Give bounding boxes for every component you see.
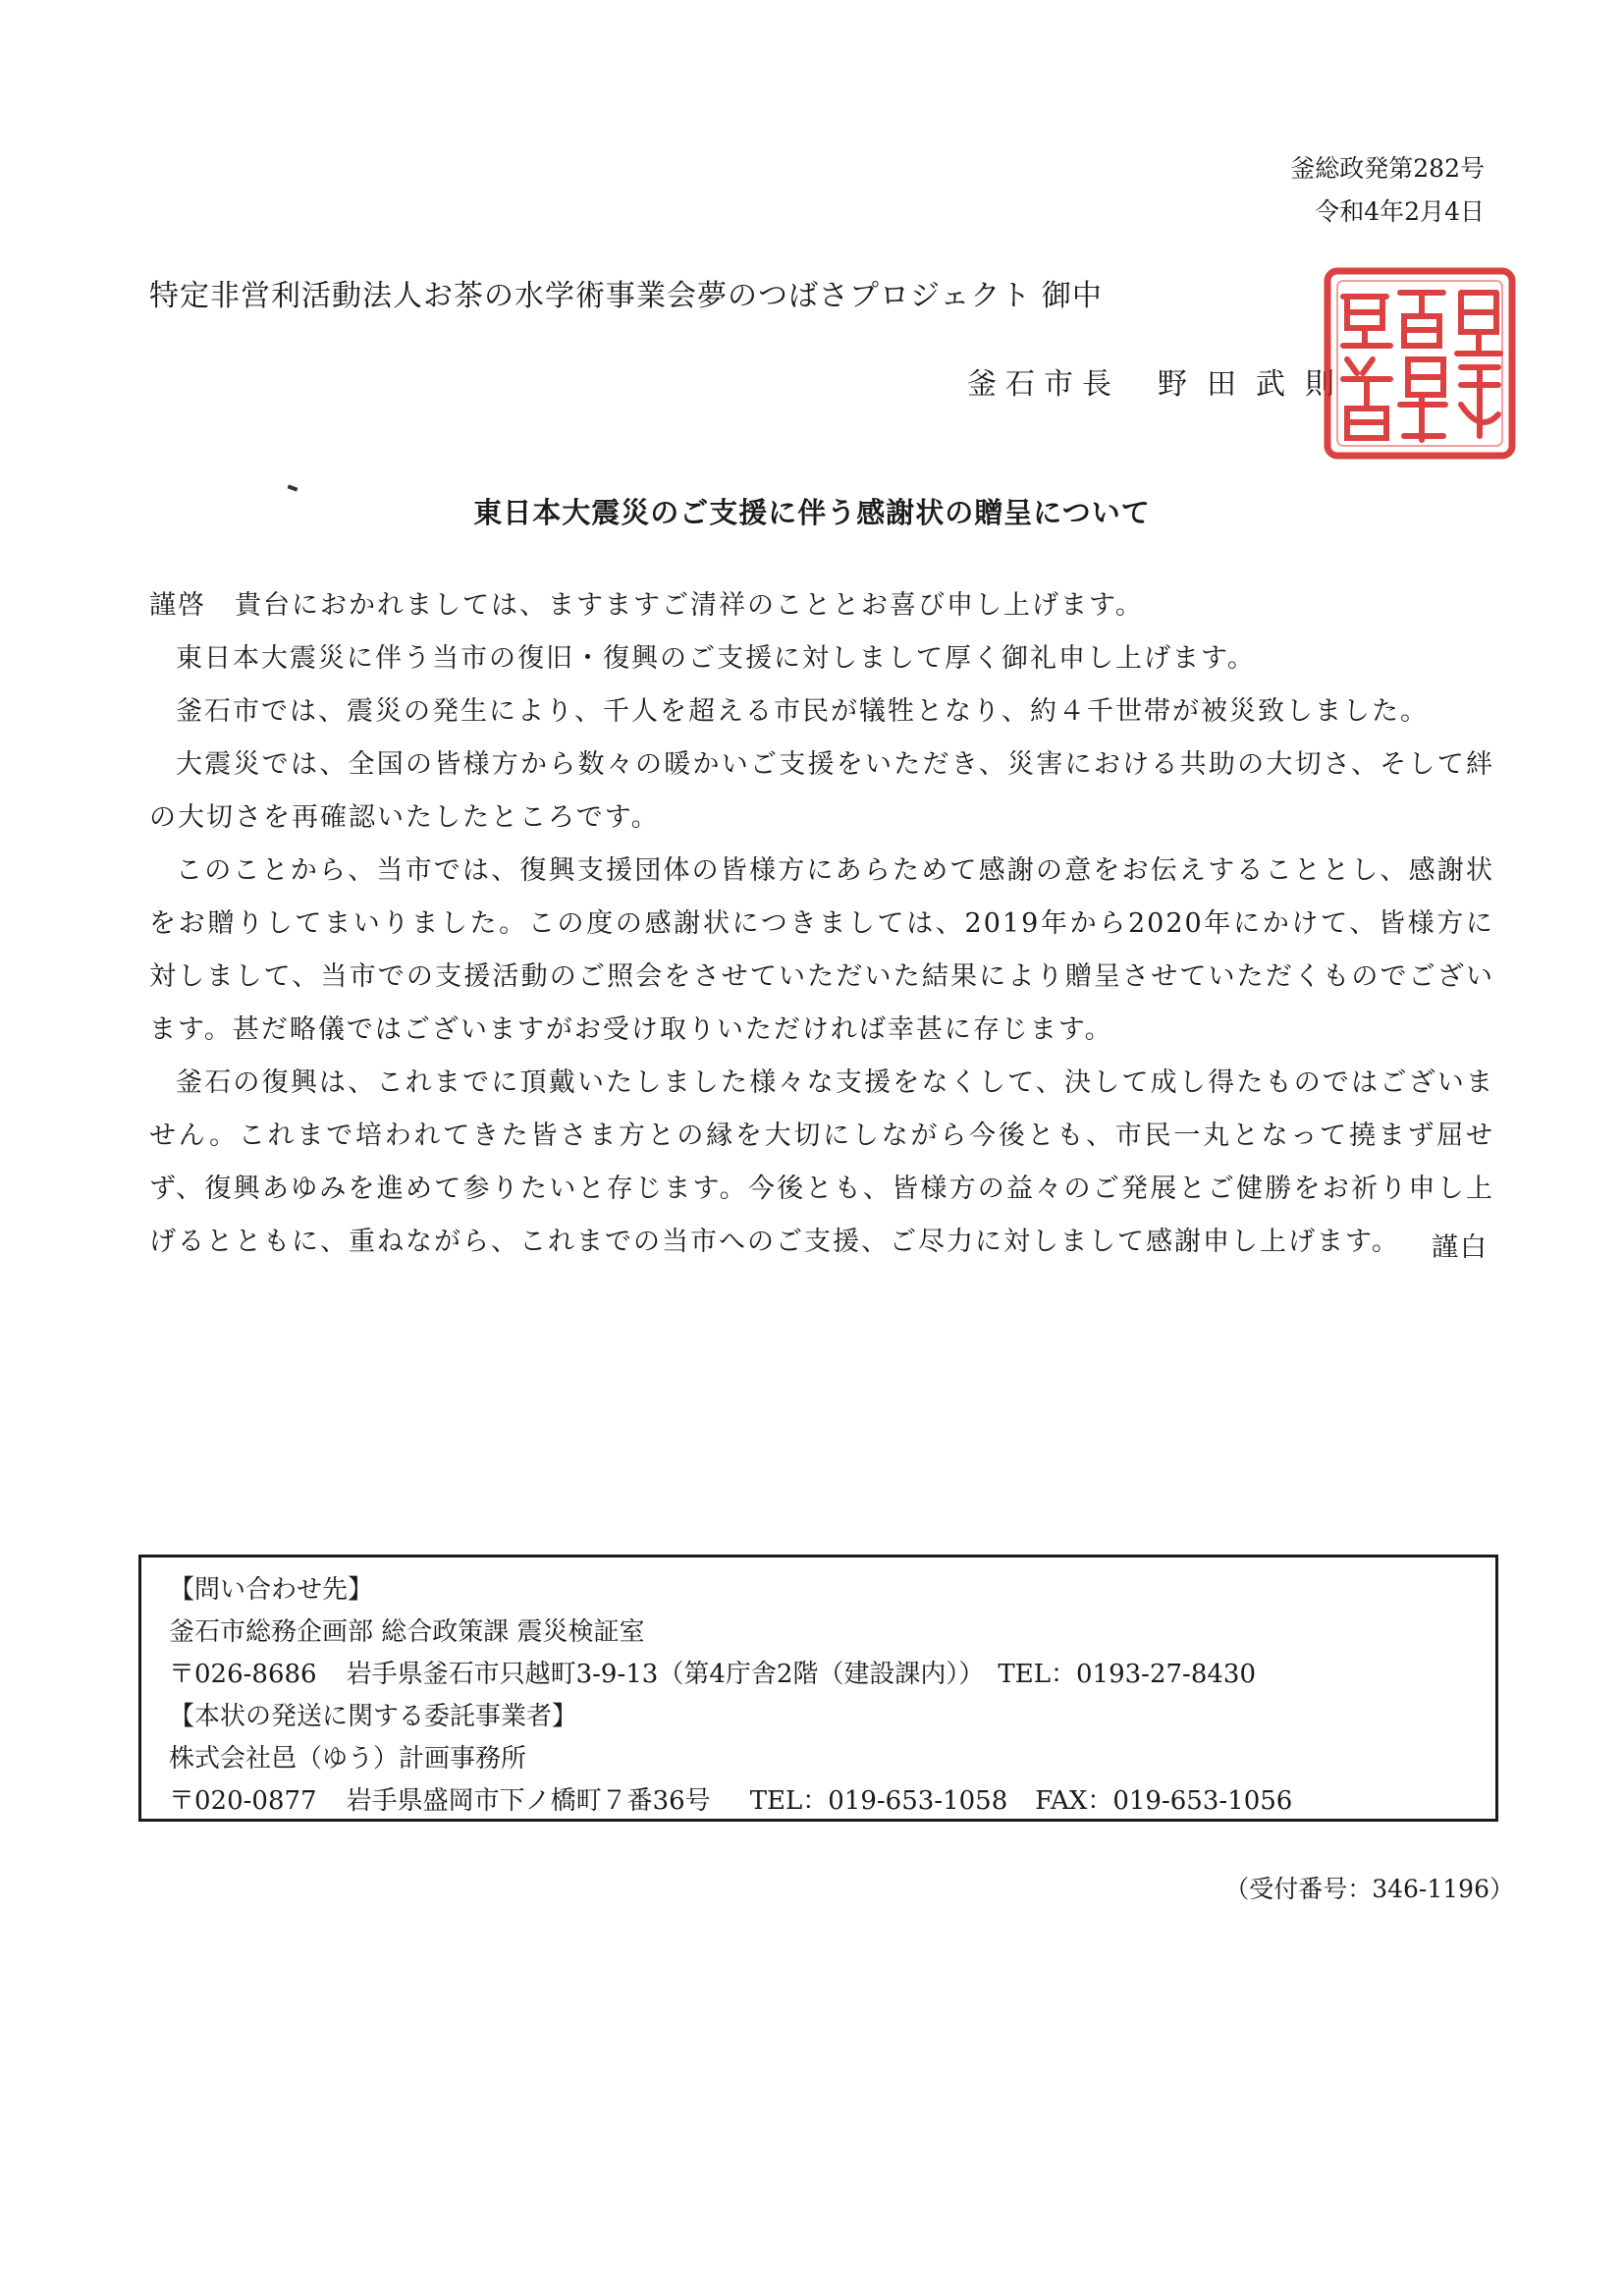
inquiry-postal-code: 〒026-8686 <box>169 1660 317 1689</box>
contractor-address-line <box>169 1780 1495 1823</box>
sender-name: 野田武則 <box>1158 367 1354 402</box>
body-paragraph: このことから、当市では、復興支援団体の皆様方にあらためて感謝の意をお伝えすることとし、感謝状をお贈りしてまいりました。この度の感謝状につきましては、2019年から2020年にかけて、皆様方に対しまして、当市での支援活動のご照会をさせていただいた結果により贈呈させていただくものでございます。甚だ略儀ではございますがお受け取りいただければ幸甚に存じます。 <box>149 855 1494 1045</box>
contractor-phone: TEL：019-653-1058 <box>749 1786 1008 1816</box>
contractor-address: 岩手県盛岡市下ノ橋町７番36号 <box>346 1786 711 1816</box>
sender-title: 釜石市長 <box>967 367 1120 402</box>
body-paragraph: 謹啓 貴台におかれましては、ますますご清祥のこととお喜び申し上げます。 <box>149 590 1144 621</box>
sender-line <box>967 359 1354 403</box>
body-paragraph: 大震災では、全国の皆様方から数々の暖かいご支援をいただき、災害における共助の大切さ、そして絆の大切さを再確認いたしたところです。 <box>149 749 1494 833</box>
body-paragraph: 東日本大震災に伴う当市の復旧・復興のご支援に対しまして厚く御礼申し上げます。 <box>176 643 1256 674</box>
document-number: 釜総政発第282号 <box>1290 154 1485 183</box>
reference-block <box>1290 147 1485 234</box>
contractor-fax: FAX：019-653-1056 <box>1035 1786 1293 1816</box>
body-paragraph: 釜石の復興は、これまでに頂戴いたしました様々な支援をなくして、決して成し得たものではございません。これまで培われてきた皆さま方との縁を大切にしながら今後とも、市民一丸となって撓まず屈せず、復興あゆみを進めて参りたいと存じます。今後とも、皆様方の益々のご発展とご健勝をお祈り申し上げるとともに、重ねながら、これまでの当市へのご支援、ご尽力に対しまして感謝申し上げます。 <box>149 1067 1494 1257</box>
inquiry-address-line <box>169 1654 1495 1696</box>
subject-heading: 東日本大震災のご支援に伴う感謝状の贈呈について <box>473 496 1151 529</box>
letter-body <box>149 579 1494 1269</box>
closing-phrase: 謹白 <box>1432 1232 1489 1263</box>
recipient-line: 特定非営利活動法人お茶の水学術事業会夢のつばさプロジェクト 御中 <box>149 279 1103 313</box>
inquiry-address: 岩手県釜石市只越町3-9-13（第4庁舎2階（建設課内）） <box>346 1660 985 1689</box>
contractor-postal-code: 〒020-0877 <box>169 1786 317 1816</box>
official-seal-stamp <box>1314 257 1526 469</box>
contact-info-box <box>138 1555 1498 1822</box>
inquiry-heading: 【問い合わせ先】 <box>169 1575 374 1605</box>
issue-date: 令和4年2月4日 <box>1315 197 1485 226</box>
receipt-number: （受付番号：346-1196） <box>1224 1875 1514 1903</box>
contractor-heading: 【本状の発送に関する委託事業者】 <box>169 1702 578 1731</box>
inquiry-phone: TEL：0193-27-8430 <box>998 1660 1256 1689</box>
body-paragraph: 釜石市では、震災の発生により、千人を超える市民が犠牲となり、約４千世帯が被災致しました。 <box>176 696 1429 727</box>
inquiry-department: 釜石市総務企画部 総合政策課 震災検証室 <box>169 1617 645 1647</box>
contractor-name: 株式会社邑（ゆう）計画事務所 <box>169 1744 527 1774</box>
